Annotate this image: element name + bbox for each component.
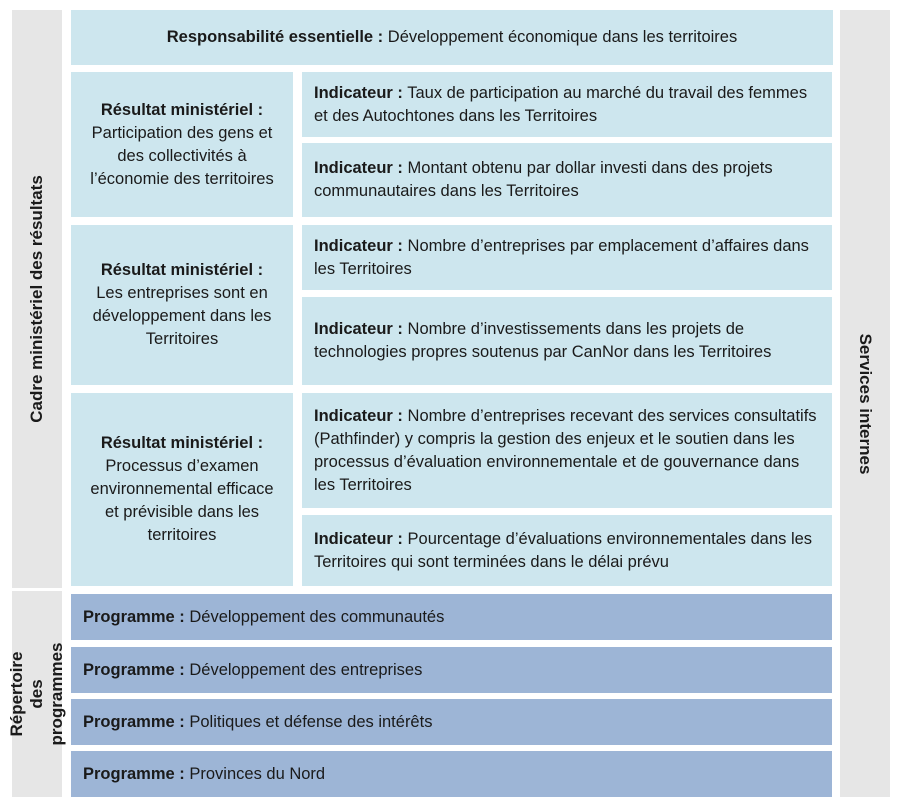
departmental-result-1 [71, 72, 293, 217]
indicator-label: Indicateur : [314, 159, 403, 177]
program-label: Programme : [83, 712, 185, 731]
indicator-label: Indicateur : [314, 529, 403, 548]
program-2 [71, 647, 832, 693]
indicator-1-1 [302, 72, 832, 137]
framework-label: Cadre ministériel des résultats [27, 175, 46, 423]
departmental-result-3 [71, 393, 293, 586]
internal-services-label: Services internes [856, 333, 875, 474]
core-responsibility-label: Responsabilité essentielle : [166, 28, 384, 46]
indicator-3-1 [302, 393, 832, 508]
core-responsibility-box [71, 10, 833, 65]
result-label: Résultat ministériel : [100, 100, 264, 119]
program-text: Développement des communautés [189, 607, 445, 626]
internal-services-band [840, 10, 890, 797]
program-4 [71, 751, 832, 797]
result-label: Résultat ministériel : [100, 434, 264, 452]
program-1 [71, 594, 832, 640]
indicator-1-2 [302, 143, 832, 217]
indicator-3-2 [302, 515, 832, 586]
program-text: Provinces du Nord [189, 764, 326, 783]
indicator-text: Pourcentage d’évaluations environnementales dans les Territoires qui sont terminées dans le délai prévu [314, 529, 813, 571]
program-text: Développement des entreprises [189, 660, 423, 679]
indicator-text: Montant obtenu par dollar investi dans des projets communautaires dans les Territoires [314, 159, 773, 200]
result-text: Participation des gens et des collectivités à l’économie des territoires [90, 123, 274, 188]
indicator-text: Nombre d’entreprises par emplacement d’affaires dans les Territoires [314, 236, 809, 278]
indicator-2-1 [302, 225, 832, 290]
inventory-label: Répertoire des programmes [7, 642, 66, 746]
result-label: Résultat ministériel : [100, 261, 264, 279]
program-3 [71, 699, 832, 745]
program-text: Politiques et défense des intérêts [189, 712, 433, 731]
framework-side-band [12, 10, 62, 588]
indicator-label: Indicateur : [314, 320, 403, 338]
indicator-2-2 [302, 297, 832, 385]
program-label: Programme : [83, 660, 185, 679]
core-responsibility-text: Développement économique dans les territoires [387, 28, 738, 46]
indicator-text: Nombre d’investissements dans les projets de technologies propres soutenus par CanNor dans les Territoires [314, 320, 772, 361]
indicator-text: Nombre d’entreprises recevant des services consultatifs (Pathfinder) y compris la gestion des enjeux et le soutien dans les processus d’évaluation environnementale et de gouvernance dans les Territoires [314, 406, 817, 494]
inventory-side-band [7, 591, 66, 797]
program-label: Programme : [83, 764, 185, 783]
result-text: Les entreprises sont en développement dans les Territoires [92, 284, 272, 348]
indicator-label: Indicateur : [314, 406, 403, 425]
departmental-result-2 [71, 225, 293, 385]
indicator-label: Indicateur : [314, 236, 403, 255]
indicator-text: Taux de participation au marché du travail des femmes et des Autochtones dans les Territoires [314, 83, 808, 125]
result-text: Processus d’examen environnemental efficace et prévisible dans les territoires [90, 457, 274, 544]
program-label: Programme : [83, 607, 185, 626]
indicator-label: Indicateur : [314, 83, 403, 102]
